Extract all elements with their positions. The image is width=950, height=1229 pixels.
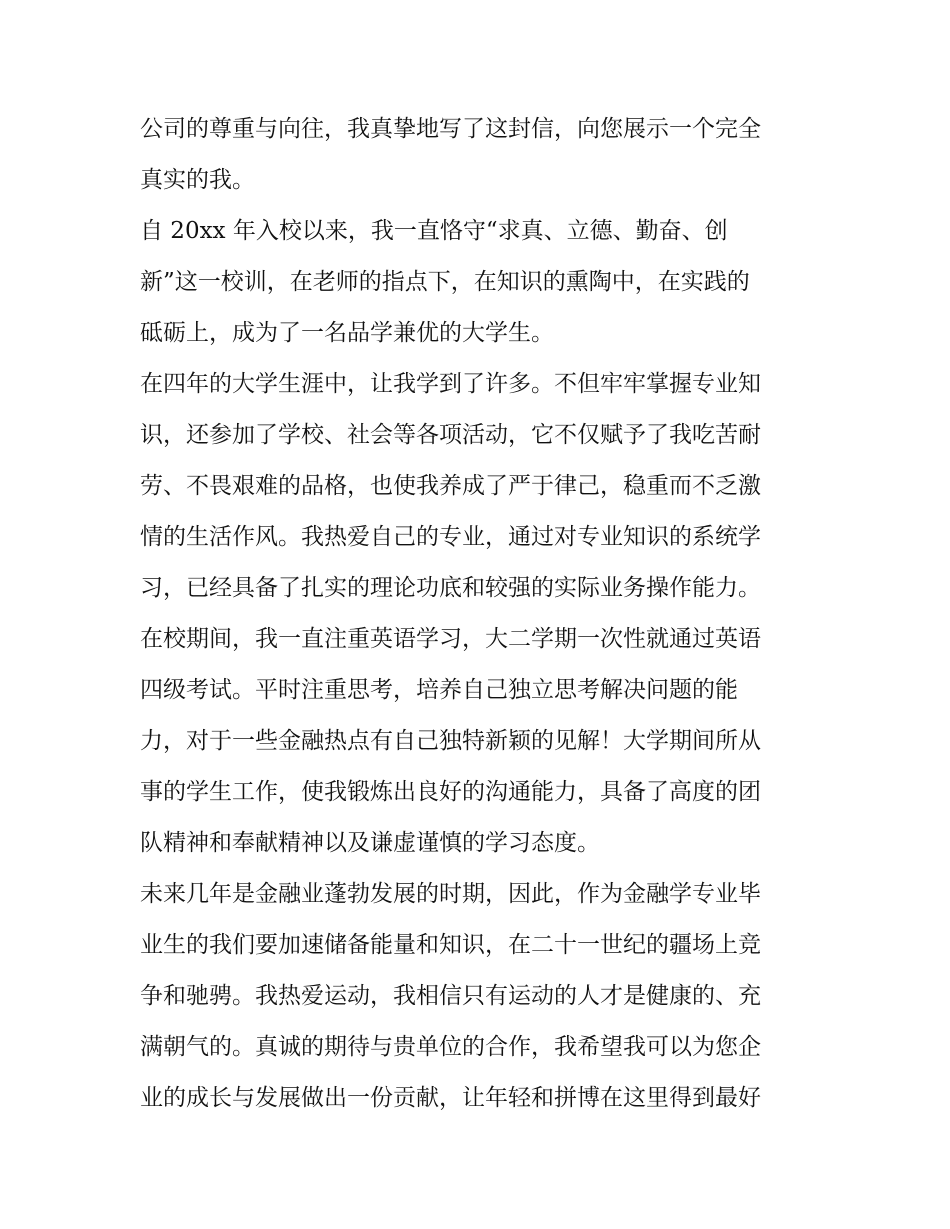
text-line-5: 砥砺上，成为了一名品学兼优的大学生。 xyxy=(140,320,554,346)
text-line-8: 劳、不畏艰难的品格，也使我养成了严于律己，稳重而不乏激 xyxy=(140,473,761,499)
text-line-7: 识，还参加了学校、社会等各项活动，它不仅赋予了我吃苦耐 xyxy=(140,422,761,448)
text-line-14: 事的学生工作，使我锻炼出良好的沟通能力，具备了高度的团 xyxy=(140,779,761,805)
text-line-16: 未来几年是金融业蓬勃发展的时期，因此，作为金融学专业毕 xyxy=(140,881,761,907)
text-line-11: 在校期间，我一直注重英语学习，大二学期一次性就通过英语 xyxy=(140,626,761,652)
text-line-12: 四级考试。平时注重思考，培养自己独立思考解决问题的能 xyxy=(140,677,738,703)
text-line-3: 自 20xx 年入校以来，我一直恪守“求真、立德、勤奋、创 xyxy=(140,218,728,244)
text-line-17: 业生的我们要加速储备能量和知识，在二十一世纪的疆场上竞 xyxy=(140,932,761,958)
text-line-20: 业的成长与发展做出一份贡献，让年轻和拼博在这里得到最好 xyxy=(140,1085,761,1111)
text-line-10: 习，已经具备了扎实的理论功底和较强的实际业务操作能力。 xyxy=(140,575,761,601)
text-line-18: 争和驰骋。我热爱运动，我相信只有运动的人才是健康的、充 xyxy=(140,983,761,1009)
text-line-2: 真实的我。 xyxy=(140,167,255,193)
text-line-9: 情的生活作风。我热爱自己的专业，通过对专业知识的系统学 xyxy=(140,524,761,550)
text-line-13: 力，对于一些金融热点有自己独特新颖的见解！大学期间所从 xyxy=(140,728,761,754)
letter-body xyxy=(140,104,820,1124)
text-line-4: 新”这一校训，在老师的指点下，在知识的熏陶中，在实践的 xyxy=(140,269,750,295)
text-line-15: 队精神和奉献精神以及谦虚谨慎的学习态度。 xyxy=(140,830,600,856)
text-line-19: 满朝气的。真诚的期待与贵单位的合作，我希望我可以为您企 xyxy=(140,1034,761,1060)
text-line-6: 在四年的大学生涯中，让我学到了许多。不但牢牢掌握专业知 xyxy=(140,371,761,397)
text-line-1: 公司的尊重与向往，我真挚地写了这封信，向您展示一个完全 xyxy=(140,116,761,142)
